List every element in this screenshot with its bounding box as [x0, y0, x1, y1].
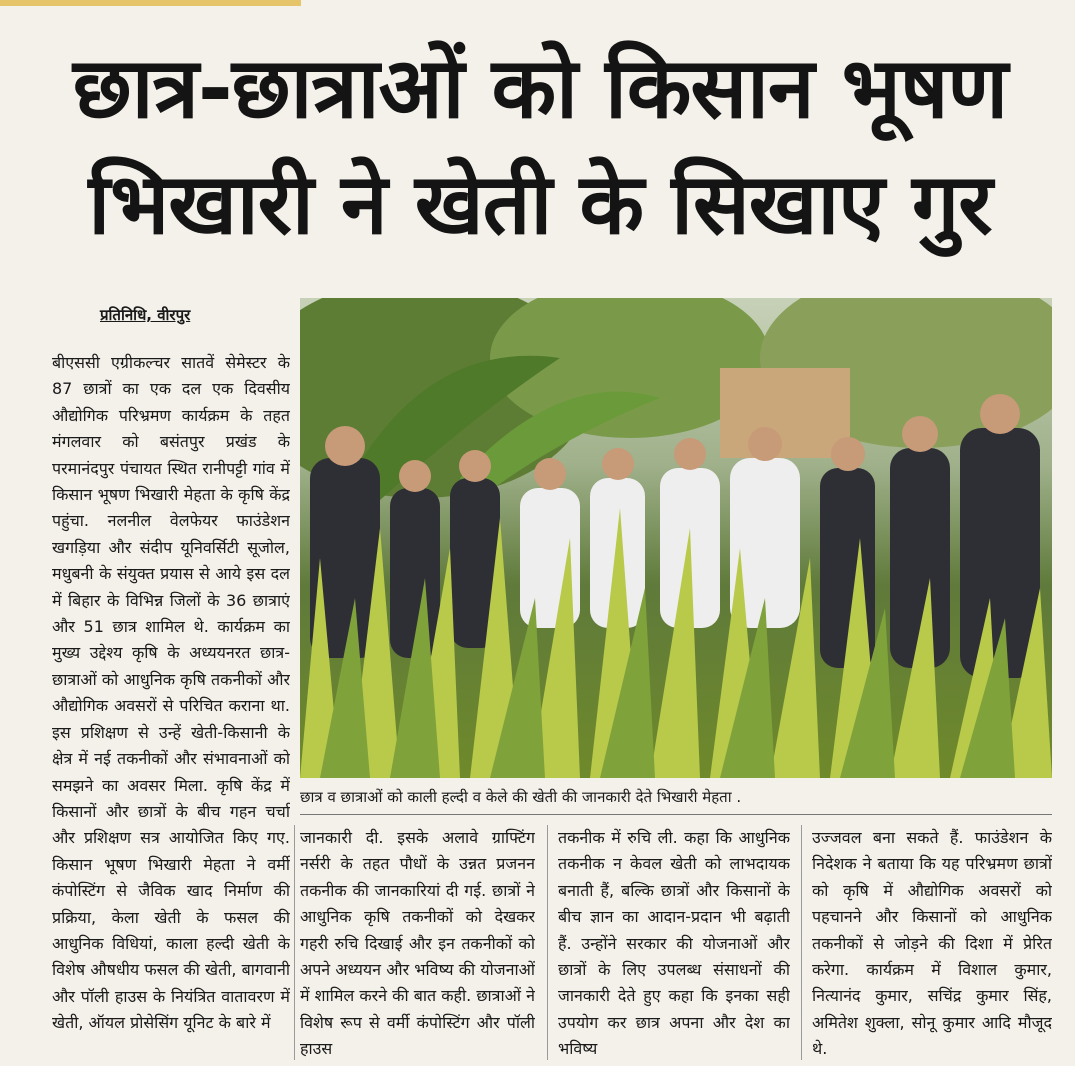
column-divider — [547, 825, 548, 1060]
headline — [30, 30, 1050, 262]
article-column-4: उज्जवल बना सकते हैं. फाउंडेशन के निदेशक ने बताया कि यह परिभ्रमण छात्रों को कृषि में औद्योगिक अवसरों को पहचानने और किसानों को आधुनिक तकनीकों से जोड़ने की दिशा में प्रेरित करेगा. कार्यक्रम में विशाल कुमार, नित्यानंद कुमार, सचिंद्र कुमार सिंह, अमितेश शुक्ला, सोनू कुमार आदि मौजूद थे. — [812, 828, 1052, 1059]
article-column-3: तकनीक में रुचि ली. कहा कि आधुनिक तकनीक न केवल खेती को लाभदायक बनाती हैं, बल्कि छात्रों और किसानों के बीच ज्ञान का आदान-प्रदान भी बढ़ाती हैं. उन्होंने सरकार की योजनाओं और छात्रों के लिए उपलब्ध संसाधनों की जानकारी देते हुए कहा कि इनका सही उपयोग कर छात्र अपना और देश का भविष्य — [558, 828, 790, 1059]
headline-line-2: भिखारी ने खेती के सिखाए गुर — [88, 155, 992, 253]
photo-illustration — [300, 298, 1052, 778]
column-divider — [801, 825, 802, 1060]
article-column-2: जानकारी दी. इसके अलावे ग्राफ्टिंग नर्सरी के तहत पौधों के उन्नत प्रजनन तकनीक की जानकारियां दी गई. छात्रों ने आधुनिक कृषि तकनीकों को देखकर गहरी रुचि दिखाई और इन तकनीकों को अपने अध्ययन और भविष्य की योजनाओं में शामिल करने की बात कही. छात्राओं ने विशेष रूप से वर्मी कंपोस्टिंग और पॉली हाउस — [300, 828, 535, 1059]
byline: प्रतिनिधि, वीरपुर — [100, 306, 191, 324]
article-photo — [300, 298, 1052, 778]
top-accent-rule — [0, 0, 1075, 6]
headline-line-1: छात्र-छात्राओं को किसान भूषण — [72, 39, 1008, 137]
article-column-1: बीएससी एग्रीकल्चर सातवें सेमेस्टर के 87 छात्रों का एक दल एक दिवसीय औद्योगिक परिभ्रमण कार्यक्रम के तहत मंगलवार को बसंतपुर प्रखंड के परमानंदपुर पंचायत स्थित रानीपट्टी गांव में किसान भूषण भिखारी मेहता के कृषि केंद्र पहुंचा. नलनील वेलफेयर फाउंडेशन खगड़िया और संदीप यूनिवर्सिटी सूजोल, मधुबनी के संयुक्त प्रयास से आये इस दल में बिहार के विभिन्न जिलों के 36 छात्राएं और 51 छात्र शामिल थे. कार्यक्रम का मुख्य उद्देश्य कृषि के अध्ययनरत छात्र-छात्राओं को आधुनिक कृषि तकनीकों और औद्योगिक अवसरों से परिचित कराना था. इस प्रशिक्षण से उन्हें खेती-किसानी के क्षेत्र में नई तकनीकों और संभावनाओं को समझने का अवसर मिला. कृषि केंद्र में किसानों और छात्रों के बीच गहन चर्चा और प्रशिक्षण सत्र आयोजित किए गए. किसान भूषण भिखारी मेहता ने वर्मी कंपोस्टिंग से जैविक खाद निर्माण की प्रक्रिया, केला खेती के फसल की आधुनिक विधियां, काला हल्दी खेती के विशेष औषधीय फसल की खेती, बागवानी और पॉली हाउस के नियंत्रित वातावरण में खेती, ऑयल प्रोसेसिंग यूनिट के बारे में — [52, 353, 290, 1033]
photo-caption: छात्र व छात्राओं को काली हल्दी व केले की खेती की जानकारी देते भिखारी मेहता . — [300, 786, 1052, 815]
column-divider — [294, 825, 295, 1060]
